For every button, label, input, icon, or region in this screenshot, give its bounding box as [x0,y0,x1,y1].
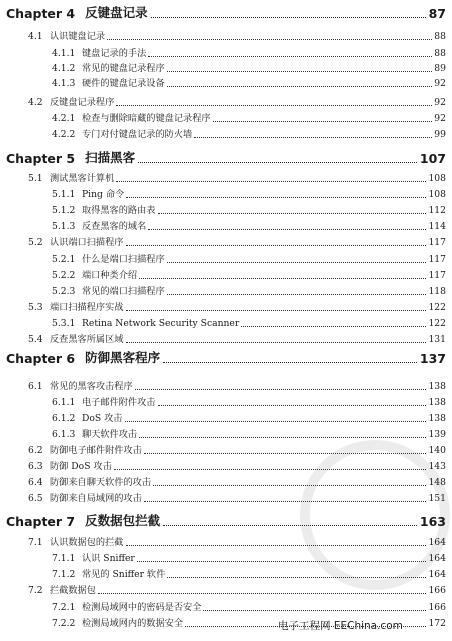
entry-title: 取得黑客的路由表 [82,205,156,216]
entry-number: 5.4 [28,334,43,345]
dot-leader [126,245,427,246]
entry-title: 电子邮件附件攻击 [82,397,156,408]
subsection-entry[interactable] [52,285,446,297]
dot-leader [151,17,426,18]
entry-page-number: 99 [434,129,446,140]
entry-number: 4.1 [28,31,43,42]
dot-leader [116,181,426,182]
entry-page-number: 131 [428,334,446,345]
section-entry[interactable] [28,492,446,504]
entry-title: 防御来自局域网的攻击 [50,493,142,504]
dot-leader [167,262,427,263]
section-entry[interactable] [28,536,446,548]
entry-number: 4.2 [28,97,43,108]
chapter-heading[interactable] [6,350,446,366]
site-watermark: 电子工程网 EEChina.com [278,620,403,632]
entry-page-number: 138 [428,397,446,408]
entry-number: 7.2.1 [52,602,76,613]
chapter-number: Chapter 5 [6,151,76,166]
entry-page-number: 148 [428,477,446,488]
chapter-page-number: 163 [419,514,446,529]
entry-page-number: 122 [428,302,446,313]
dot-leader [148,56,432,57]
entry-page-number: 92 [434,78,446,89]
entry-page-number: 166 [428,602,446,613]
dot-leader [144,453,427,454]
entry-number: 6.4 [28,477,43,488]
subsection-entry[interactable] [52,412,446,424]
entry-number: 7.2.2 [52,618,76,629]
entry-number: 7.1 [28,537,43,548]
dot-leader [148,229,426,230]
entry-title: 拦截数据包 [50,585,96,596]
entry-page-number: 88 [434,31,446,42]
dot-leader [213,121,433,122]
chapter-title: 扫描黑客 [85,150,136,165]
entry-title: 常见的端口扫描程序 [82,286,165,297]
subsection-entry[interactable] [52,552,446,564]
chapter-heading[interactable] [6,150,446,166]
dot-leader [167,86,433,87]
entry-page-number: 114 [428,221,446,232]
chapter-title: 防御黑客程序 [85,350,161,365]
subsection-entry[interactable] [52,396,446,408]
entry-title: 认识数据包的拦截 [50,537,124,548]
subsection-entry[interactable] [52,204,446,216]
chapter-page-number: 107 [419,151,446,166]
entry-number: 5.3 [28,302,43,313]
entry-page-number: 108 [428,189,446,200]
entry-number: 5.2.2 [52,270,76,281]
subsection-entry[interactable] [52,269,446,281]
entry-number: 5.2.1 [52,254,76,265]
entry-number: 6.1.1 [52,397,76,408]
entry-page-number: 92 [434,97,446,108]
entry-title: 常见的 Sniffer 软件 [82,569,166,580]
dot-leader [167,294,427,295]
dot-leader [163,362,417,363]
entry-number: 5.1.3 [52,221,76,232]
dot-leader [116,105,432,106]
entry-title: 防御来自聊天软件的攻击 [50,477,152,488]
section-entry[interactable] [28,584,446,596]
entry-page-number: 112 [428,205,446,216]
entry-page-number: 89 [434,63,446,74]
entry-number: 4.1.2 [52,63,76,74]
chapter-page-number: 87 [428,6,446,21]
entry-title: 认识键盘记录 [50,31,106,42]
dot-leader [241,326,426,327]
entry-number: 6.1.2 [52,413,76,424]
subsection-entry[interactable] [52,220,446,232]
entry-page-number: 117 [428,254,446,265]
dot-leader [158,405,427,406]
entry-title: Ping 命令 [82,189,125,200]
dot-leader [153,485,426,486]
entry-page-number: 117 [428,237,446,248]
section-entry[interactable] [28,444,446,456]
dot-leader [126,342,427,343]
dot-leader [167,577,426,578]
entry-page-number: 164 [428,569,446,580]
entry-page-number: 138 [428,381,446,392]
section-entry[interactable] [28,460,446,472]
section-entry[interactable] [28,30,446,42]
entry-page-number: 138 [428,413,446,424]
entry-title: 检测局域网中的密码是否安全 [82,602,202,613]
dot-leader [144,501,427,502]
entry-number: 7.1.2 [52,569,76,580]
entry-title: 硬件的键盘记录设备 [82,78,165,89]
dot-leader [203,610,426,611]
entry-page-number: 164 [428,553,446,564]
entry-number: 5.1.2 [52,205,76,216]
entry-number: 6.1.3 [52,429,76,440]
entry-page-number: 172 [428,618,446,629]
entry-page-number: 117 [428,270,446,281]
entry-title: 聊天软件攻击 [82,429,138,440]
entry-title: 测试黑客计算机 [50,173,115,184]
entry-number: 5.2 [28,237,43,248]
subsection-entry[interactable] [52,77,446,89]
entry-page-number: 122 [428,318,446,329]
entry-title: 反查黑客所属区域 [50,334,124,345]
entry-page-number: 92 [434,113,446,124]
entry-number: 4.2.2 [52,129,76,140]
dot-leader [114,469,427,470]
dot-leader [138,162,417,163]
dot-leader [107,39,432,40]
entry-page-number: 139 [428,429,446,440]
subsection-entry[interactable] [52,253,446,265]
dot-leader [126,310,427,311]
subsection-entry[interactable] [52,428,446,440]
entry-number: 6.2 [28,445,43,456]
entry-title: 反键盘记录程序 [50,97,115,108]
chapter-title: 反键盘记录 [85,5,148,20]
section-entry[interactable] [28,172,446,184]
entry-title: 常见的键盘记录程序 [82,63,165,74]
entry-title: 键盘记录的手法 [82,48,147,59]
entry-number: 6.5 [28,493,43,504]
dot-leader [126,545,427,546]
dot-leader [98,593,427,594]
entry-page-number: 108 [428,173,446,184]
section-entry[interactable] [28,301,446,313]
section-entry[interactable] [28,380,446,392]
dot-leader [135,389,427,390]
dot-leader [126,197,426,198]
subsection-entry[interactable] [52,47,446,59]
dot-leader [163,525,417,526]
chapter-heading[interactable] [6,513,446,529]
entry-title: 认识 Sniffer [82,553,135,564]
entry-page-number: 118 [428,286,446,297]
entry-page-number: 166 [428,585,446,596]
subsection-entry[interactable] [52,62,446,74]
chapter-number: Chapter 7 [6,514,76,529]
chapter-heading[interactable] [6,5,446,21]
dot-leader [125,421,427,422]
entry-number: 6.1 [28,381,43,392]
dot-leader [158,213,427,214]
entry-title: 什么是端口扫描程序 [82,254,165,265]
section-entry[interactable] [28,333,446,345]
entry-title: 检测局域网内的数据安全 [82,618,184,629]
entry-title: 检查与删除暗藏的键盘记录程序 [82,113,211,124]
entry-title: DoS 攻击 [82,413,123,424]
entry-number: 4.1.3 [52,78,76,89]
entry-title: 端口种类介绍 [82,270,138,281]
dot-leader [167,71,433,72]
entry-number: 5.1.1 [52,189,76,200]
entry-number: 4.2.1 [52,113,76,124]
dot-leader [139,278,426,279]
subsection-entry[interactable] [52,128,446,140]
subsection-entry[interactable] [52,112,446,124]
entry-number: 5.3.1 [52,318,76,329]
entry-title: 防御 DoS 攻击 [50,461,112,472]
chapter-title: 反数据包拦截 [85,513,161,528]
section-entry[interactable] [28,476,446,488]
dot-leader [139,437,426,438]
entry-title: Retina Network Security Scanner [82,318,240,329]
chapter-page-number: 137 [419,351,446,366]
section-entry[interactable] [28,236,446,248]
entry-title: 反查黑客的域名 [82,221,147,232]
chapter-number: Chapter 4 [6,6,76,21]
entry-page-number: 140 [428,445,446,456]
entry-number: 7.1.1 [52,553,76,564]
entry-number: 5.2.3 [52,286,76,297]
entry-title: 端口扫描程序实战 [50,302,124,313]
subsection-entry[interactable] [52,568,446,580]
entry-page-number: 151 [428,493,446,504]
chapter-number: Chapter 6 [6,351,76,366]
entry-number: 5.1 [28,173,43,184]
entry-page-number: 143 [428,461,446,472]
entry-title: 专门对付键盘记录的防火墙 [82,129,193,140]
dot-leader [194,137,432,138]
subsection-entry[interactable] [52,317,446,329]
entry-number: 6.3 [28,461,43,472]
entry-page-number: 88 [434,48,446,59]
entry-number: 7.2 [28,585,43,596]
entry-page-number: 164 [428,537,446,548]
subsection-entry[interactable] [52,188,446,200]
section-entry[interactable] [28,96,446,108]
entry-title: 防御电子邮件附件攻击 [50,445,142,456]
dot-leader [137,561,427,562]
subsection-entry[interactable] [52,601,446,613]
entry-title: 认识端口扫描程序 [50,237,124,248]
entry-number: 4.1.1 [52,48,76,59]
entry-title: 常见的黑客攻击程序 [50,381,133,392]
